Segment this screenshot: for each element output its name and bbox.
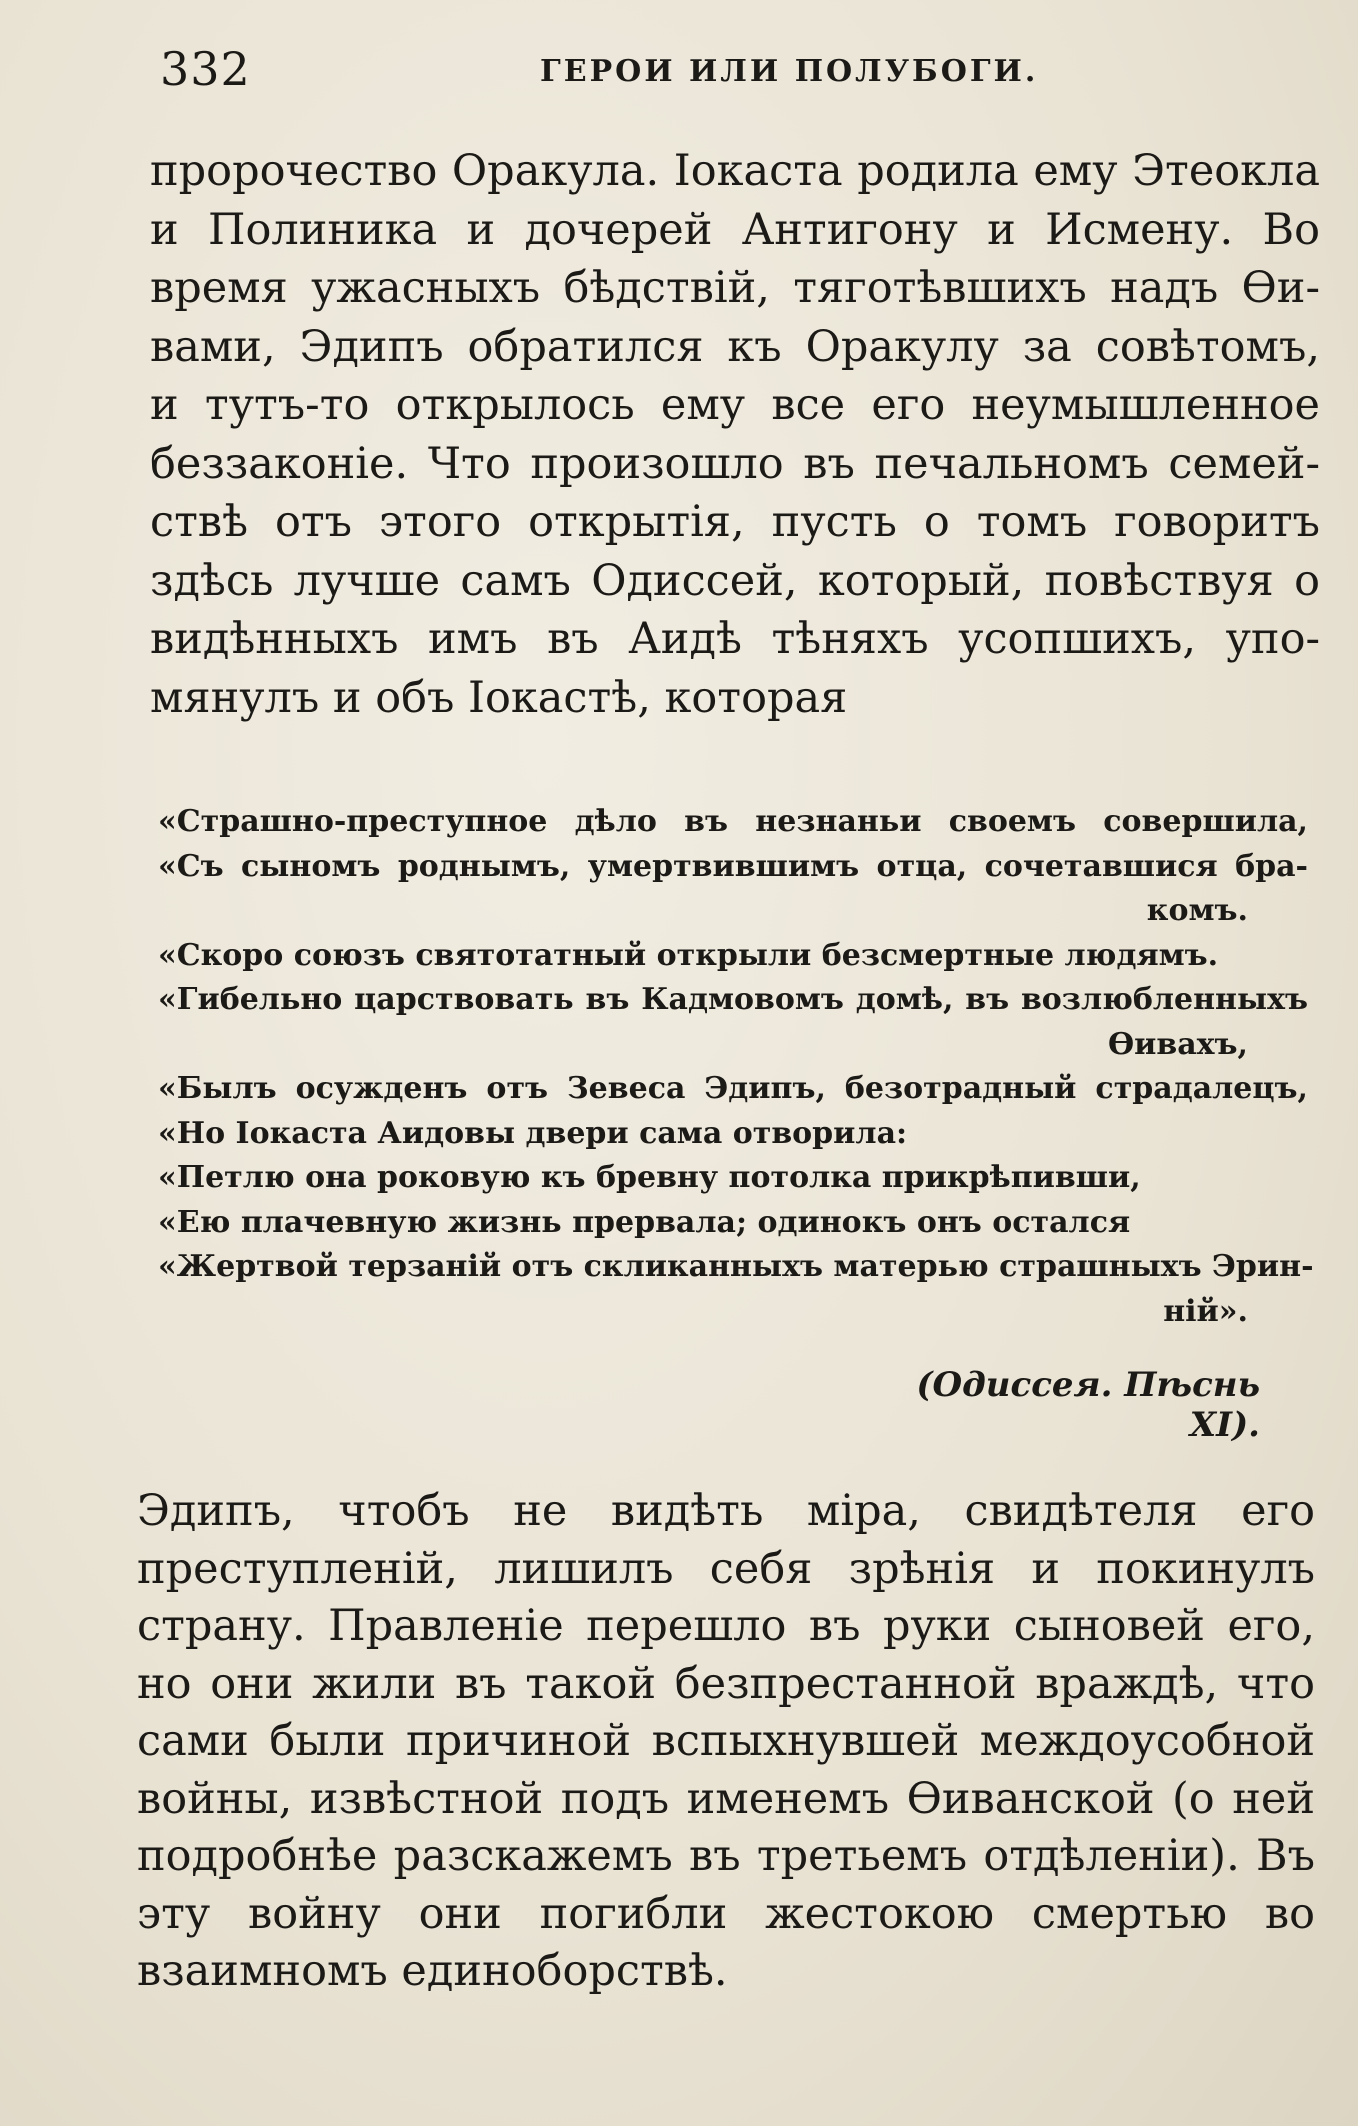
text-line: подробнѣе разскажемъ въ третьемъ отдѣленіи). Въ	[137, 1831, 1315, 1881]
running-title: ГЕРОИ ИЛИ ПОЛУБОГИ.	[540, 54, 1039, 89]
text-line: эту войну они погибли жестокою смертью во	[137, 1888, 1315, 1939]
verse-line: «Съ сыномъ роднымъ, умертвившимъ отца, сочетавшися бра-	[158, 848, 1308, 884]
text-line: страну. Правленіе перешло въ руки сыновей его,	[137, 1601, 1315, 1651]
text-line: но они жили въ такой безпрестанной враждѣ, что	[137, 1658, 1315, 1709]
text-line: Эдипъ, чтобъ не видѣть міра, свидѣтеля его	[137, 1486, 1315, 1536]
text-line: ствѣ отъ этого открытія, пусть о томъ говоритъ	[150, 497, 1320, 547]
verse-line: «Петлю она роковую къ бревну потолка прикрѣпивши,	[158, 1160, 1141, 1195]
verse-line: «Ею плачевную жизнь прервала; одинокъ онъ остался	[158, 1204, 1131, 1240]
text-line: вами, Эдипъ обратился къ Оракулу за совѣтомъ,	[150, 321, 1320, 372]
quotation-source: (Одиссея. Пѣснь XI).	[916, 1365, 1260, 1445]
verse-line: «Страшно-преступное дѣло въ незнаньи своемъ совершила,	[158, 804, 1308, 839]
text-line: беззаконіе. Что произошло въ печальномъ семей-	[150, 438, 1320, 489]
text-line: взаимномъ единоборствѣ.	[137, 1946, 728, 1996]
verse-line-continuation: Ѳивахъ,	[1107, 1026, 1248, 1062]
text-line: и тутъ-то открылось ему все его неумышленное	[150, 380, 1320, 430]
paragraph-1	[150, 142, 1320, 727]
paragraph-2	[137, 1483, 1315, 2001]
verse-line: «Скоро союзъ святотатный открыли безсмертные людямъ.	[158, 937, 1219, 973]
text-line: видѣнныхъ имъ въ Аидѣ тѣняхъ усопшихъ, упо-	[150, 614, 1320, 664]
text-line: войны, извѣстной подъ именемъ Ѳиванской (о ней	[137, 1773, 1315, 1824]
verse-line-continuation: комъ.	[1146, 893, 1248, 928]
text-line: здѣсь лучше самъ Одиссей, который, повѣствуя о	[150, 555, 1320, 606]
text-line: сами были причиной вспыхнувшей междоусобной	[137, 1716, 1315, 1766]
verse-line-continuation: ній».	[1163, 1293, 1248, 1329]
text-line: пророчество Оракула. Іокаста родила ему Этеокла	[150, 146, 1320, 196]
verse-line: «Гибельно царствовать въ Кадмовомъ домѣ, въ возлюбленныхъ	[158, 982, 1308, 1017]
text-line: мянулъ и объ Іокастѣ, которая	[150, 672, 848, 723]
text-line: и Полиника и дочерей Антигону и Исмену. Во	[150, 204, 1320, 255]
verse-line: «Былъ осужденъ отъ Зевеса Эдипъ, безотрадный страдалецъ,	[158, 1071, 1308, 1106]
text-line: время ужасныхъ бѣдствій, тяготѣвшихъ надъ Ѳи-	[150, 263, 1320, 313]
page-header	[160, 42, 1320, 102]
text-line: преступленій, лишилъ себя зрѣнія и покинулъ	[137, 1543, 1315, 1594]
verse-line: «Но Іокаста Аидовы двери сама отворила:	[158, 1115, 908, 1151]
verse-quotation	[158, 800, 1314, 1334]
page-number: 332	[160, 42, 251, 96]
verse-line: «Жертвой терзаній отъ скликанныхъ матерью страшныхъ Эрин-	[158, 1249, 1314, 1284]
